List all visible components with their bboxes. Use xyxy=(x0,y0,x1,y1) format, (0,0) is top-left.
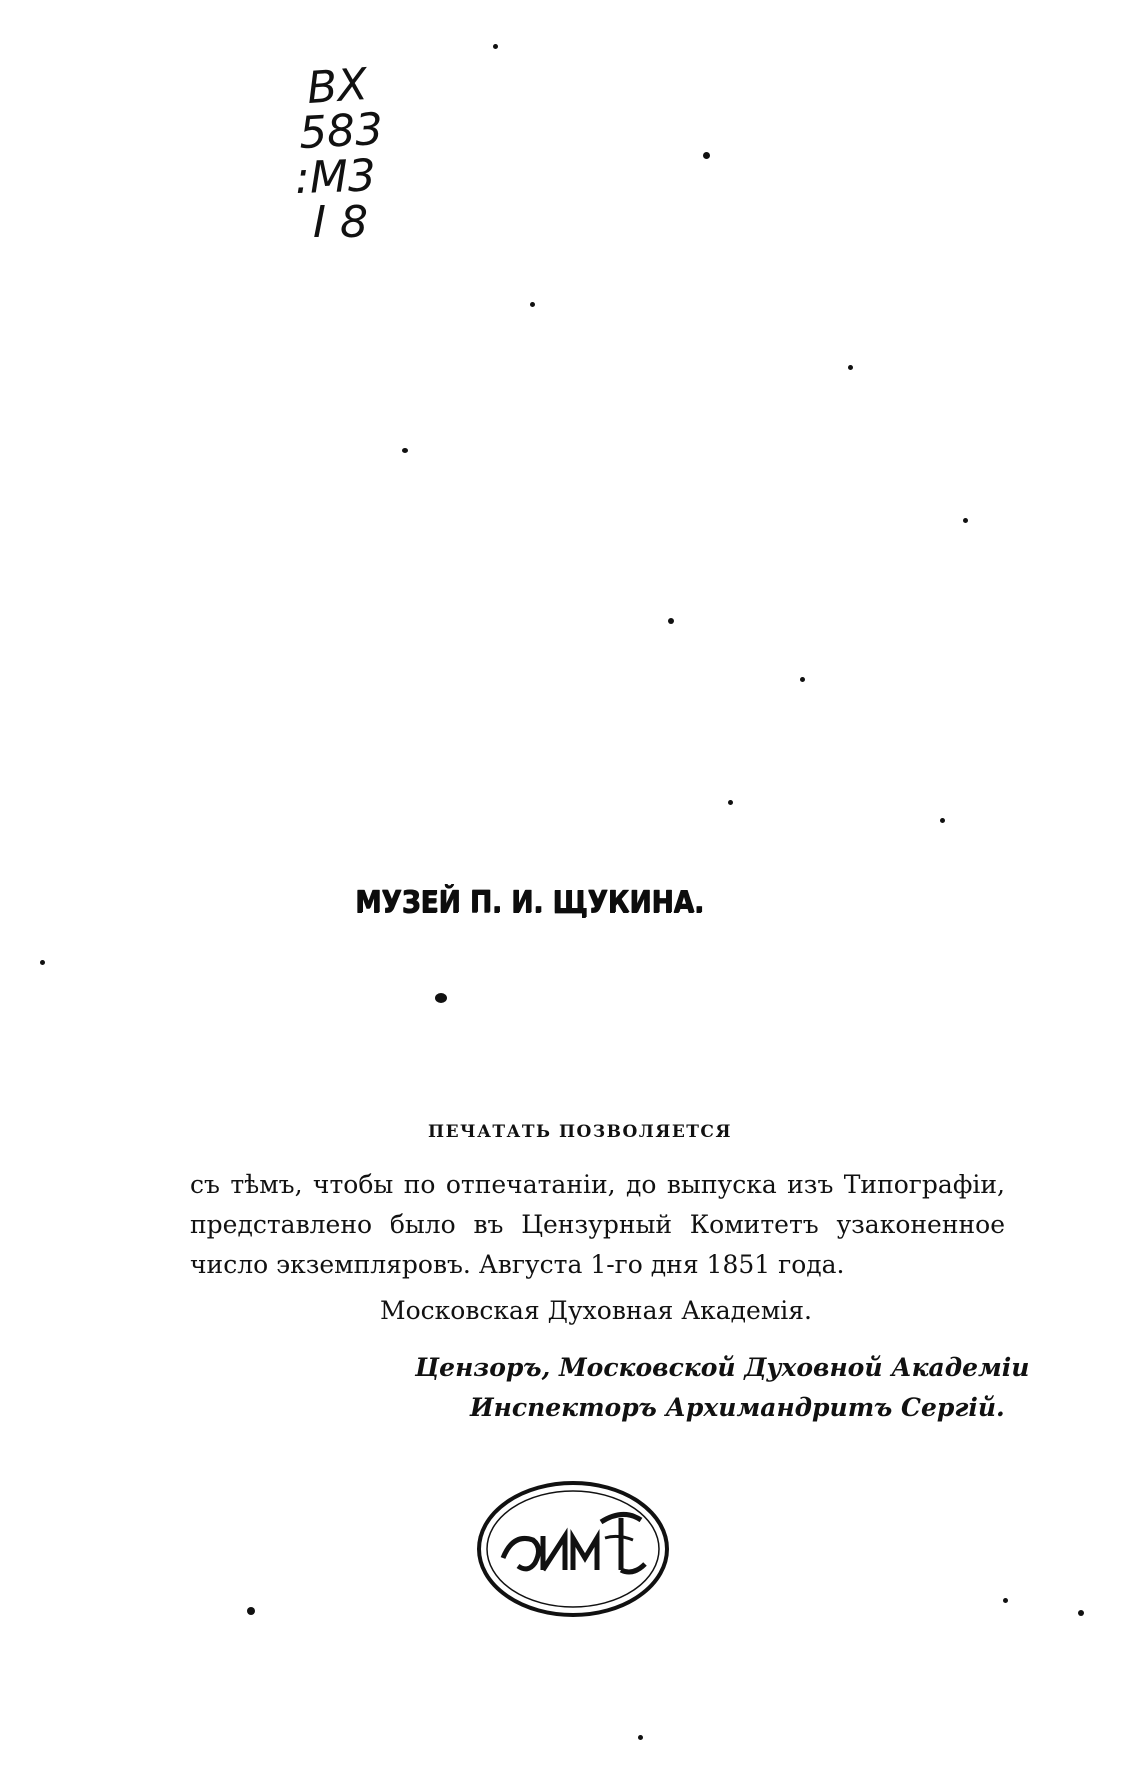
print-speck xyxy=(848,365,853,370)
censor-line: Цензоръ, Московской Духовной Академіи xyxy=(415,1353,1030,1382)
print-speck xyxy=(1078,1610,1084,1616)
print-speck xyxy=(668,618,674,624)
print-speck xyxy=(638,1735,643,1740)
print-speck xyxy=(530,302,535,307)
call-number-line: BX xyxy=(305,59,370,115)
print-speck xyxy=(1003,1598,1008,1603)
print-speck xyxy=(963,518,968,523)
handwritten-call-number xyxy=(285,59,405,248)
print-speck xyxy=(940,818,945,823)
print-speck xyxy=(435,993,447,1003)
call-number-line: :M3 xyxy=(294,150,377,205)
censor-line: Инспекторъ Архимандритъ Сергій. xyxy=(470,1393,1005,1422)
call-number-line: I 8 xyxy=(313,197,368,248)
paragraph-line: представлено было въ Цензурный Комитетъ узаконенное xyxy=(190,1210,1005,1239)
censorship-paragraph xyxy=(190,1165,1005,1285)
censor-signature xyxy=(415,1348,1030,1428)
call-number-line: 583 xyxy=(297,103,385,160)
print-speck xyxy=(728,800,733,805)
print-speck xyxy=(247,1607,255,1615)
museum-stamp: МУЗЕЙ П. И. ЩУКИНА. xyxy=(355,885,704,920)
place-line: Московская Духовная Академія. xyxy=(380,1296,813,1325)
paragraph-line: съ тѣмъ, чтобы по отпечатаніи, до выпуска изъ Типографіи, xyxy=(190,1170,1005,1199)
print-speck xyxy=(402,448,408,453)
print-speck xyxy=(800,677,805,682)
print-speck xyxy=(703,152,710,159)
paragraph-line: число экземпляровъ. Августа 1-го дня 1851 года. xyxy=(190,1250,845,1279)
print-speck xyxy=(40,960,45,965)
print-speck xyxy=(493,44,498,49)
imprimatur-heading: ПЕЧАТАТЬ ПОЗВОЛЯЕТСЯ xyxy=(428,1122,732,1142)
oval-library-stamp xyxy=(473,1478,673,1620)
